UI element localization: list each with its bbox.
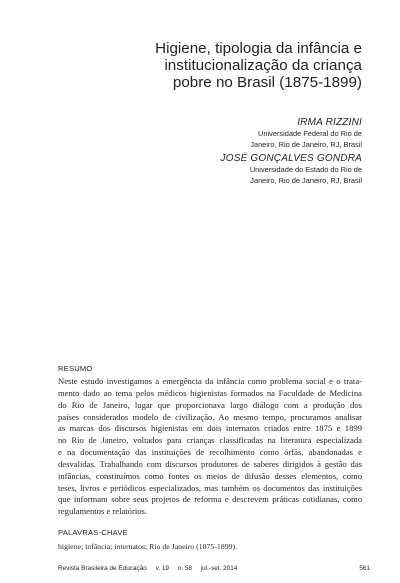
abstract-line: que informam sobre seus projetos de reforma e descrevem práticas cotidianas, como — [58, 494, 362, 505]
footer-journal: Revista Brasileira de Educação — [58, 565, 147, 572]
abstract-line: regulamentos e relatórios. — [58, 506, 148, 517]
page-footer — [58, 565, 370, 572]
page-number: 561 — [359, 565, 370, 572]
affiliation-line: Universidade do Estado do Rio de — [249, 165, 362, 174]
abstract-line: as marcas dos discursos higienistas em dois internatos criados entre 1875 e 1899 — [58, 423, 362, 434]
author-block — [62, 117, 362, 150]
abstract-line: desvalidas. Trabalhando com discursos produtores de saberes dirigidos à gestão das — [58, 458, 362, 469]
keywords-text: higiene; infância; internatos; Rio de Janeiro (1875-1899). — [58, 542, 238, 551]
abstract-text — [58, 376, 362, 518]
affiliation-line: Janeiro, Rio de Janeiro, RJ, Brasil — [250, 175, 362, 185]
keywords-heading: PALAVRAS-CHAVE — [58, 528, 128, 537]
footer-number: n. 58 — [177, 565, 192, 572]
abstract-line: do Rio de Janeiro, lugar que proporcionava largo diálogo com a produção dos — [58, 399, 362, 410]
title-line: Higiene, tipologia da infância e — [155, 40, 362, 57]
author-name: JOSÉ GONÇALVES GONDRA — [220, 153, 362, 164]
author-block — [62, 153, 362, 186]
title-line: pobre no Brasil (1875-1899) — [172, 74, 362, 91]
author-name: IRMA RIZZINI — [297, 117, 362, 128]
abstract-line: e na documentação das instituições de recolhimento como órfãs, abandonadas e — [58, 447, 362, 458]
author-affiliation — [62, 129, 362, 150]
abstract-line: no Rio de Janeiro, voltados para crianças classificadas na literatura especializada — [58, 435, 362, 446]
footer-period: jul.-set. 2014 — [200, 565, 238, 572]
article-title — [62, 40, 362, 91]
footer-volume: v. 19 — [155, 565, 169, 572]
abstract-heading: RESUMO — [58, 364, 93, 373]
affiliation-line: Universidade Federal do Rio de — [258, 129, 362, 138]
abstract-line: teses, livros e periódicos especializados, mas também os documentos das instituições — [58, 482, 362, 493]
abstract-line: mento dado ao tema pelos médicos higienistas formados na Faculdade de Medicina — [58, 387, 362, 398]
footer-citation — [58, 565, 244, 572]
title-line: institucionalização da criança — [164, 57, 362, 74]
abstract-line: Neste estudo investigamos a emergência da infância como problema social e o trata- — [58, 376, 362, 386]
author-affiliation — [62, 165, 362, 186]
abstract-line: países considerados modelo de civilização. Ao mesmo tempo, procuramos analisar — [58, 411, 362, 422]
affiliation-line: Janeiro, Rio de Janeiro, RJ, Brasil — [250, 139, 362, 149]
abstract-line: infâncias, constituímos como fontes os meios de difusão desses elementos, como — [58, 470, 362, 481]
